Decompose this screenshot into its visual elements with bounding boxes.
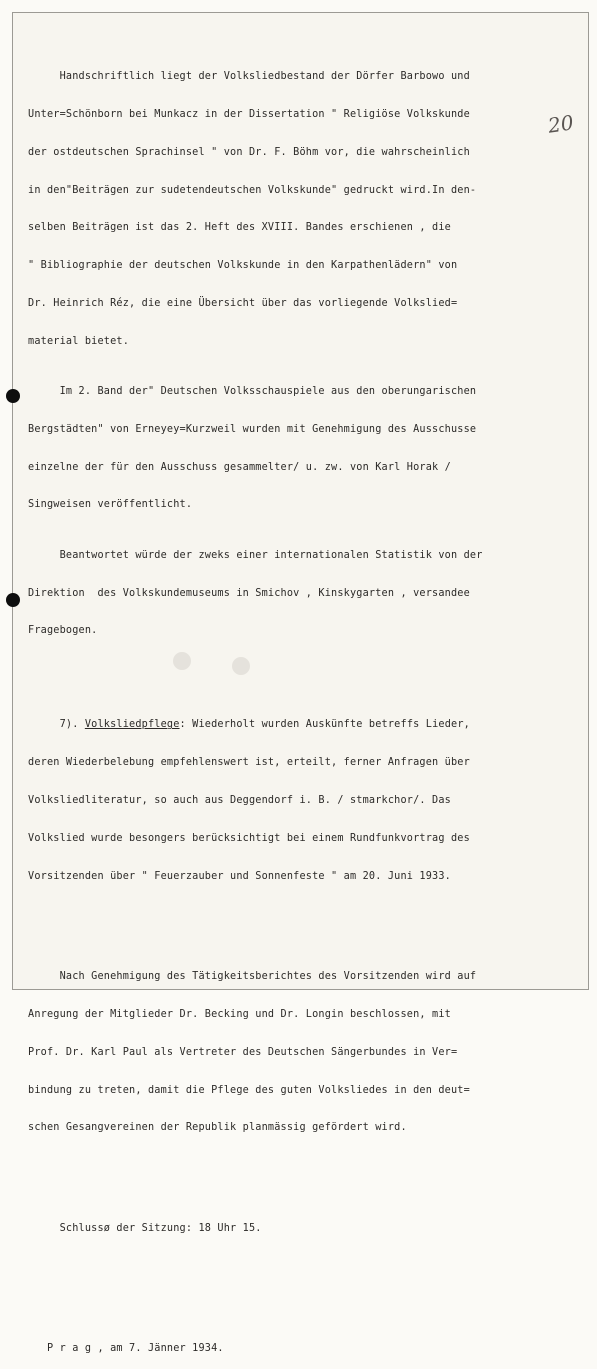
text-line: in den"Beiträgen zur sudetendeutschen Volkskunde" gedruckt wird.In den-: [28, 184, 477, 196]
section-heading: Volksliedpflege: [84, 719, 180, 731]
text-line: bindung zu treten, damit die Pflege des guten Volksliedes in den deut=: [28, 1084, 470, 1096]
text-line: Dr. Heinrich Réz, die eine Übersicht über das vorliegende Volkslied=: [28, 297, 458, 309]
text-line: material bietet.: [28, 335, 130, 347]
text-line: selben Beiträgen ist das 2. Heft des XVIII. Bandes erschienen , die: [28, 222, 451, 234]
text-line: Unter=Schönborn bei Munkacz in der Dissertation " Religiöse Volkskunde: [28, 108, 470, 120]
text-line: Prof. Dr. Karl Paul als Vertreter des Deutschen Sängerbundes in Ver=: [28, 1046, 458, 1058]
text-line: einzelne der für den Ausschuss gesammelter/ u. zw. von Karl Horak /: [28, 461, 451, 473]
text-line: Vorsitzenden über " Feuerzauber und Sonnenfeste " am 20. Juni 1933.: [28, 870, 451, 882]
closing-line: Schlussø der Sitzung: 18 Uhr 15.: [28, 1223, 262, 1235]
text-line: Volksliedliteratur, so auch aus Deggendorf i. B. / stmarkchor/. Das: [28, 795, 451, 807]
typed-text-body: [28, 46, 574, 1369]
text-line: der ostdeutschen Sprachinsel " von Dr. F. Böhm vor, die wahrscheinlich: [28, 146, 470, 158]
text-line: Bergstädten" von Erneyey=Kurzweil wurden mit Genehmigung des Ausschusse: [28, 423, 477, 435]
text-line: schen Gesangvereinen der Republik planmässig gefördert wird.: [28, 1122, 407, 1134]
text-line: Volkslied wurde besongers berücksichtigt bei einem Rundfunkvortrag des: [28, 832, 470, 844]
place-date-line: P r a g , am 7. Jänner 1934.: [28, 1343, 224, 1355]
text-fragment: : Wiederholt wurden Auskünfte betreffs Lieder,: [179, 719, 470, 731]
text-line: " Bibliographie der deutschen Volkskunde in den Karpathenlädern" von: [28, 260, 458, 272]
text-line: Singweisen veröffentlicht.: [28, 499, 193, 511]
section-number: 7).: [28, 719, 85, 731]
text-line: Beantwortet würde der zweks einer internationalen Statistik von der: [28, 549, 483, 561]
handwritten-page-number: 20: [546, 110, 575, 138]
text-line: Im 2. Band der" Deutschen Volksschauspiele aus den oberungarischen: [28, 386, 477, 398]
text-line: deren Wiederbelebung empfehlenswert ist, erteilt, ferner Anfragen über: [28, 757, 470, 769]
text-line: Handschriftlich liegt der Volksliedbestand der Dörfer Barbowo und: [28, 71, 470, 83]
text-line: Anregung der Mitglieder Dr. Becking und Dr. Longin beschlossen, mit: [28, 1009, 451, 1021]
text-line: Nach Genehmigung des Tätigkeitsberichtes des Vorsitzenden wird auf: [28, 971, 477, 983]
section-heading-line: [28, 719, 574, 732]
punch-hole-upper: [6, 389, 20, 403]
punch-hole-lower: [6, 593, 20, 607]
text-line: Direktion des Volkskundemuseums in Smichov , Kinskygarten , versandee: [28, 587, 470, 599]
text-line: Fragebogen.: [28, 625, 98, 637]
